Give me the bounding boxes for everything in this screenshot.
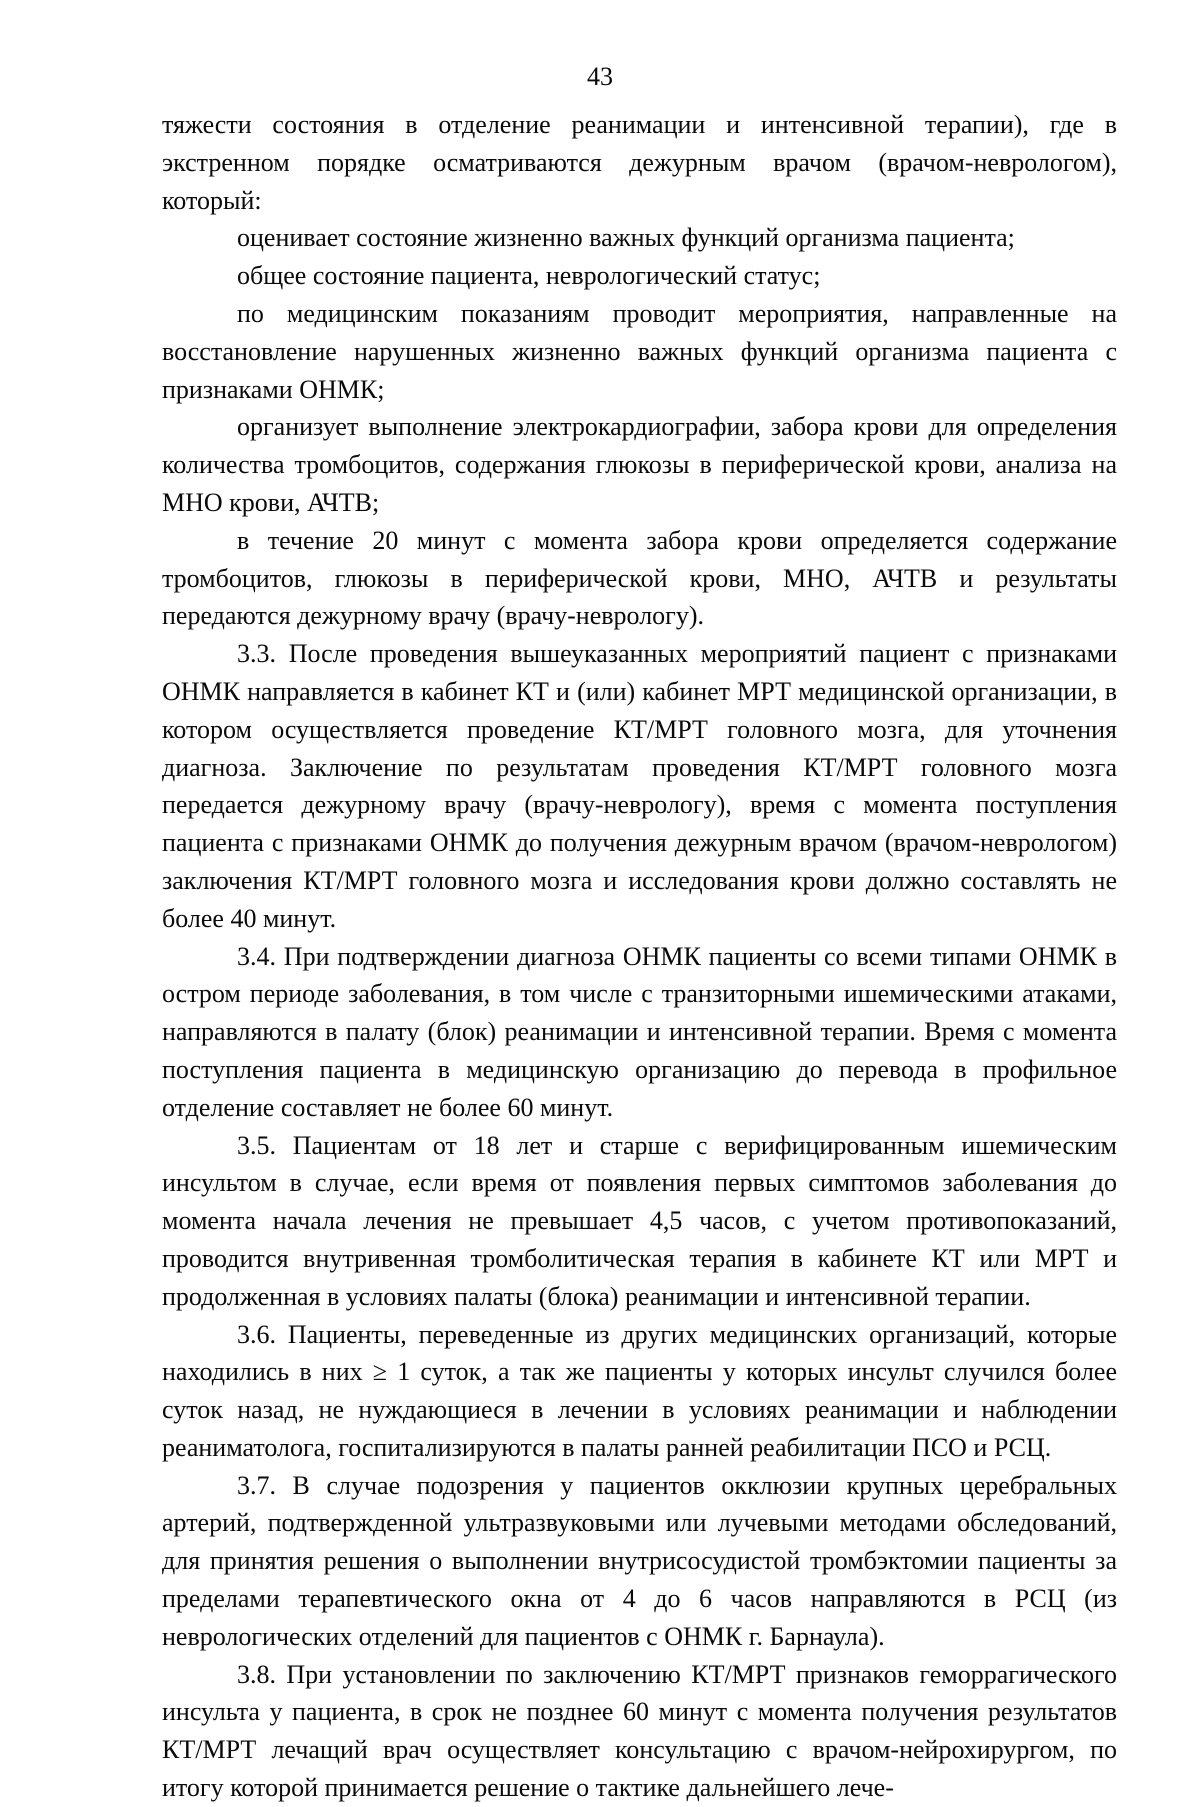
paragraph-blood-results: в течение 20 минут с момента забора крови определяется содержание тромбоцитов, глюкозы в периферической крови, МНО, АЧТВ и результаты передаются дежурному врачу (врачу-неврологу). bbox=[162, 525, 1117, 631]
page-number: 43 bbox=[587, 62, 613, 91]
paragraph-3-3: 3.3. После проведения вышеуказанных мероприятий пациент с признаками ОНМК направляется в кабинет КТ и (или) кабинет МРТ медицинской организации, в котором осуществляется проведение КТ/МРТ головного мозга, для уточнения диагноза. Заключение по результатам проведения КТ/МРТ головного мозга передается дежурному врачу (врачу-неврологу), время с момента поступления пациента с признаками ОНМК до получения дежурным врачом (врачом-неврологом) заключения КТ/МРТ головного мозга и исследования крови должно составлять не более 40 минут. bbox=[162, 639, 1117, 933]
paragraph-3-8: 3.8. При установлении по заключению КТ/МРТ признаков геморрагического инсульта у пациента, в срок не позднее 60 минут с момента получения результатов КТ/МРТ лечащий врач осуществляет консультацию с врачом-нейрохирургом, по итогу которой принимается решение о тактике дальнейшего лече- bbox=[162, 1659, 1117, 1803]
paragraph-medical-measures: по медицинским показаниям проводит мероприятия, направленные на восстановление нарушенных жизненно важных функций организма пациента с признаками ОНМК; bbox=[162, 298, 1117, 404]
paragraph-general-condition: общее состояние пациента, неврологический статус; bbox=[237, 261, 821, 291]
paragraph-ecg-blood: организует выполнение электрокардиографии, забора крови для определения количества тромбоцитов, содержания глюкозы в периферической крови, анализа на МНО крови, АЧТВ; bbox=[162, 412, 1117, 517]
document-body bbox=[162, 106, 1117, 1807]
paragraph-3-6: 3.6. Пациенты, переведенные из других медицинских организаций, которые находились в них ≥ 1 суток, а так же пациенты у которых инсульт случился более суток назад, не нуждающиеся в лечении в условиях реанимации и наблюдении реаниматолога, госпитализируются в палаты ранней реабилитации ПСО и РСЦ. bbox=[162, 1319, 1117, 1462]
paragraph-3-7: 3.7. В случае подозрения у пациентов окклюзии крупных церебральных артерий, подтвержденной ультразвуковыми или лучевыми методами обследований, для принятия решения о выполнении внутрисосудистой тромбэктомии пациенты за пределами терапевтического окна от 4 до 6 часов направляются в РСЦ (из неврологических отделений для пациентов с ОНМК г. Барнаула). bbox=[162, 1470, 1117, 1651]
paragraph-3-4: 3.4. При подтверждении диагноза ОНМК пациенты со всеми типами ОНМК в остром периоде заболевания, в том числе с транзиторными ишемическими атаками, направляются в палату (блок) реанимации и интенсивной терапии. Время с момента поступления пациента в медицинскую организацию до перевода в профильное отделение составляет не более 60 минут. bbox=[162, 941, 1117, 1122]
paragraph-continuation: тяжести состояния в отделение реанимации и интенсивной терапии), где в экстренном порядке осматриваются дежурным врачом (врачом-неврологом), который: bbox=[162, 110, 1117, 215]
paragraph-vital-functions: оценивает состояние жизненно важных функций организма пациента; bbox=[237, 223, 1015, 253]
paragraph-3-5: 3.5. Пациентам от 18 лет и старше с верифицированным ишемическим инсультом в случае, если время от появления первых симптомов заболевания до момента начала лечения не превышает 4,5 часов, с учетом противопоказаний, проводится внутривенная тромболитическая терапия в кабинете КТ или МРТ и продолженная в условиях палаты (блока) реанимации и интенсивной терапии. bbox=[162, 1130, 1117, 1311]
